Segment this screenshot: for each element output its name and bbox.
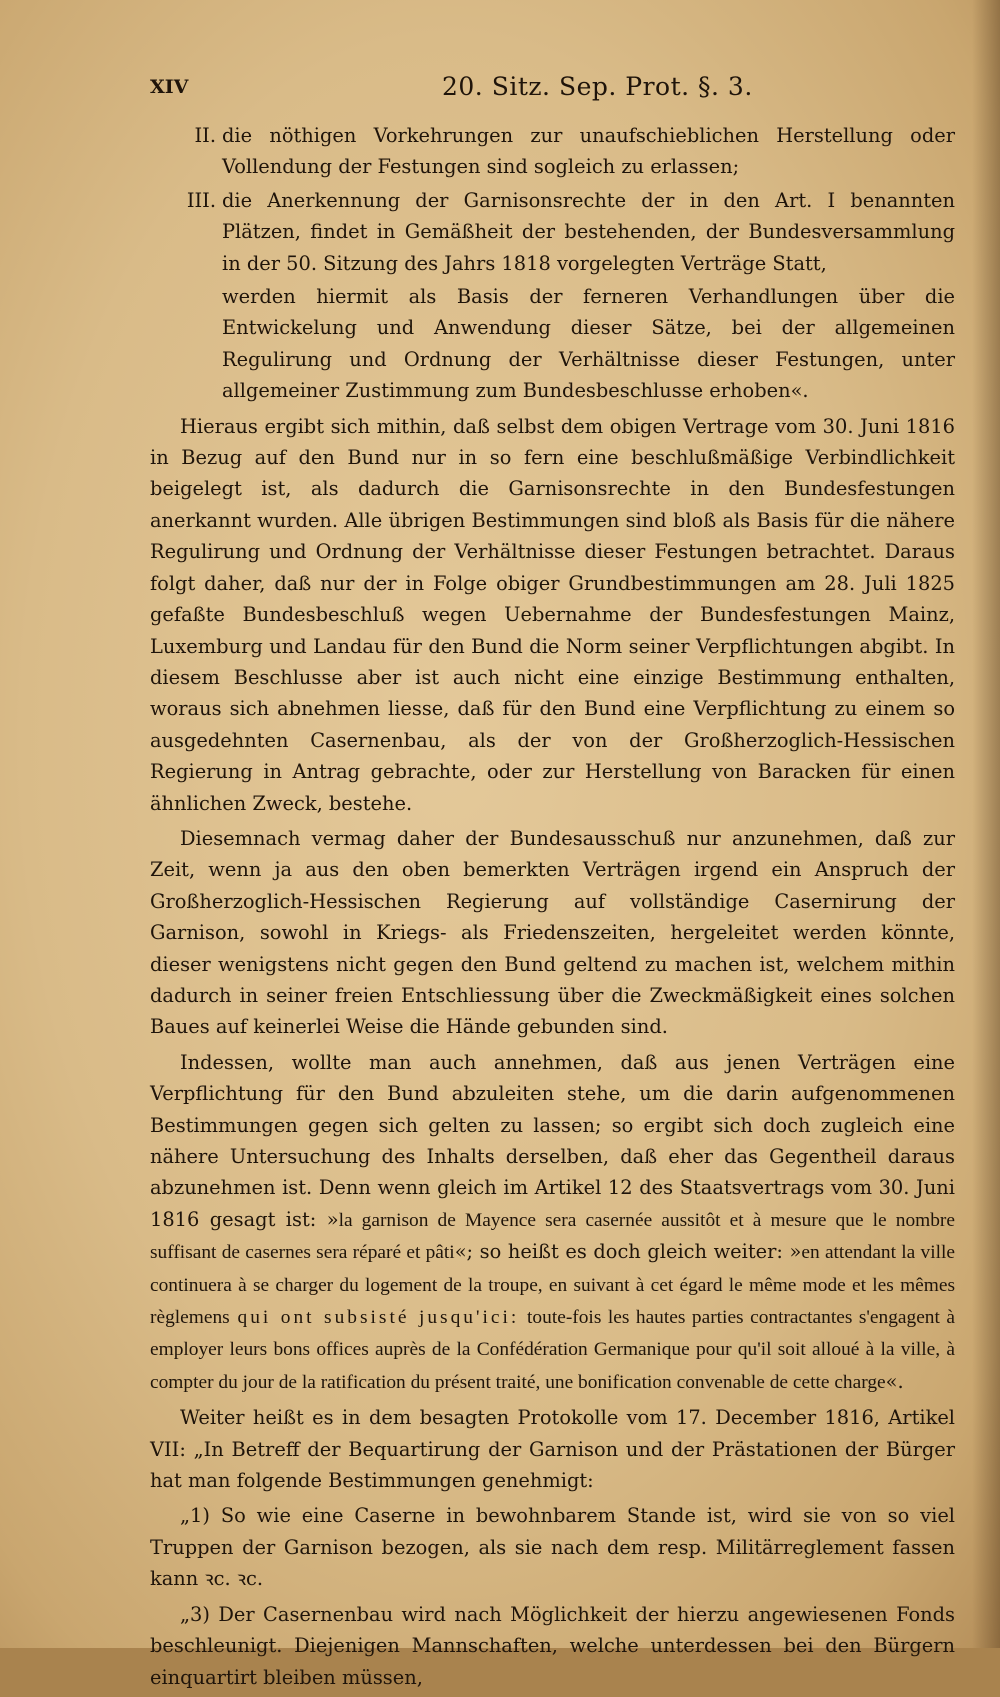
quoted-provision: „1) So wie eine Caserne in bewohnbarem Stande ist, wird sie von so viel Truppen der Garnison bezogen, als sie nach dem resp. Militärreglement fassen kann ꝛc. ꝛc. bbox=[150, 1504, 955, 1591]
clause-conclusion: werden hiermit als Basis der ferneren Verhandlungen über die Entwickelung und Anwendung dieser Sätze, bei der allgemeinen Regulirung und Ordnung der Verhältnisse dieser Festungen, unter allgemeiner Zustimmung zum Bundesbeschlusse erhoben«. bbox=[222, 285, 955, 403]
paragraph: Hieraus ergibt sich mithin, daß selbst dem obigen Vertrage vom 30. Juni 1816 in Bezug auf den Bund nur in so fern eine beschlußmäßige Verbindlichkeit beigelegt ist, als dadurch die Garnisonsrechte in den Bundesfestungen anerkannt wurden. Alle übrigen Bestimmungen sind bloß als Basis für die nähere Regulirung und Ordnung der Verhältnisse dieser Festungen betrachtet. Daraus folgt daher, daß nur der in Folge obiger Grundbestimmungen am 28. Juli 1825 gefaßte Bundesbeschluß wegen Uebernahme der Bundesfestungen Mainz, Luxemburg und Landau für den Bund die Norm seiner Verpflichtungen abgibt. In diesem Beschlusse aber ist auch nicht eine einzige Bestimmung enthalten, woraus sich abnehmen liesse, daß für den Bund eine Verpflichtung zu einem so ausgedehnten Casernenbau, als der von der Großherzoglich-Hessischen Regierung in Antrag gebrachte, oder zur Herstellung von Baracken für einen ähnlichen Zweck, bestehe. bbox=[150, 414, 955, 815]
running-head: 20. Sitz. Sep. Prot. §. 3. bbox=[442, 72, 753, 101]
paragraph: Weiter heißt es in dem besagten Protokolle vom 17. December 1816, Artikel VII: „In Betreff der Bequartirung der Garnison und der Prästationen der Bürger hat man folgende Bestimmungen genehmigt: bbox=[150, 1406, 955, 1493]
french-quote: toute-fois les hautes parties contractantes s'engagent à employer leurs bons offices auprès de la Confédération Germanique pour qu'il soit alloué à la ville, à compter du jour de la ratification du présent traité, une bonification convenable de cette charge bbox=[150, 1307, 955, 1393]
list-item bbox=[150, 185, 955, 279]
paragraph: Diesemnach vermag daher der Bundesausschuß nur anzunehmen, daß zur Zeit, wenn ja aus den oben bemerkten Verträgen irgend ein Anspruch der Großherzoglich-Hessischen Regierung auf vollständige Casernirung der Garnison, sowohl in Kriegs- als Friedenszeiten, hergeleitet werden könnte, dieser wenigstens nicht gegen den Bund geltend zu machen ist, welchem mithin dadurch in seiner freien Entschliessung über die Zweckmäßigkeit eines solchen Baues auf keinerlei Weise die Hände gebunden sind. bbox=[150, 826, 955, 1039]
paragraph-text: «; so heißt es doch gleich weiter: » bbox=[454, 1240, 802, 1264]
quoted-provision: „3) Der Casernenbau wird nach Möglichkeit der hierzu angewiesenen Fonds beschleunigt. Diejenigen Mannschaften, welche unterdessen bei den Bürgern einquartirt bleiben müssen, bbox=[150, 1602, 955, 1689]
page-edge-shadow bbox=[972, 0, 1000, 1648]
paragraph-text: «. bbox=[885, 1369, 904, 1393]
page-header bbox=[150, 72, 950, 112]
item-text: die nöthigen Vorkehrungen zur unaufschieblichen Herstellung oder Vollendung der Festungen sind sogleich zu erlassen; bbox=[222, 124, 955, 179]
french-quote-spaced: qui ont subsisté jusqu'ici: bbox=[237, 1307, 520, 1329]
french-quote: en attendant la ville continuera à se charger du logement de la troupe, en suivant à cet égard le même mode et les mêmes règlemens bbox=[150, 1242, 955, 1329]
item-text: die Anerkennung der Garnisonsrechte der in den Art. I benannten Plätzen, findet in Gemäßheit der bestehenden, der Bundesversammlung in der 50. Sitzung des Jahrs 1818 vorgelegten Verträge Statt, bbox=[222, 188, 955, 275]
paragraph-with-french-quote bbox=[150, 1047, 955, 1398]
french-quote: la garnison de Mayence sera casernée aussitôt et à mesure que le nombre suffisant de casernes sera réparé et pâti bbox=[150, 1209, 955, 1264]
item-number: II. bbox=[194, 124, 216, 147]
page-body bbox=[150, 120, 955, 1697]
paragraph-text: Indessen, wollte man auch annehmen, daß aus jenen Verträgen eine Verpflichtung für den Bund abzuleiten stehe, um die darin aufgenommenen Bestimmungen gegen sich gelten zu lassen; so ergibt sich doch zugleich eine nähere Untersuchung des Inhalts derselben, daß eher das Gegentheil daraus abzunehmen ist. Denn wenn gleich im Artikel 12 des Staatsvertrags vom 30. Juni 1816 gesagt ist: » bbox=[150, 1050, 955, 1231]
page-number: XIV bbox=[150, 76, 189, 98]
item-number: III. bbox=[186, 188, 216, 212]
list-item bbox=[150, 120, 955, 183]
